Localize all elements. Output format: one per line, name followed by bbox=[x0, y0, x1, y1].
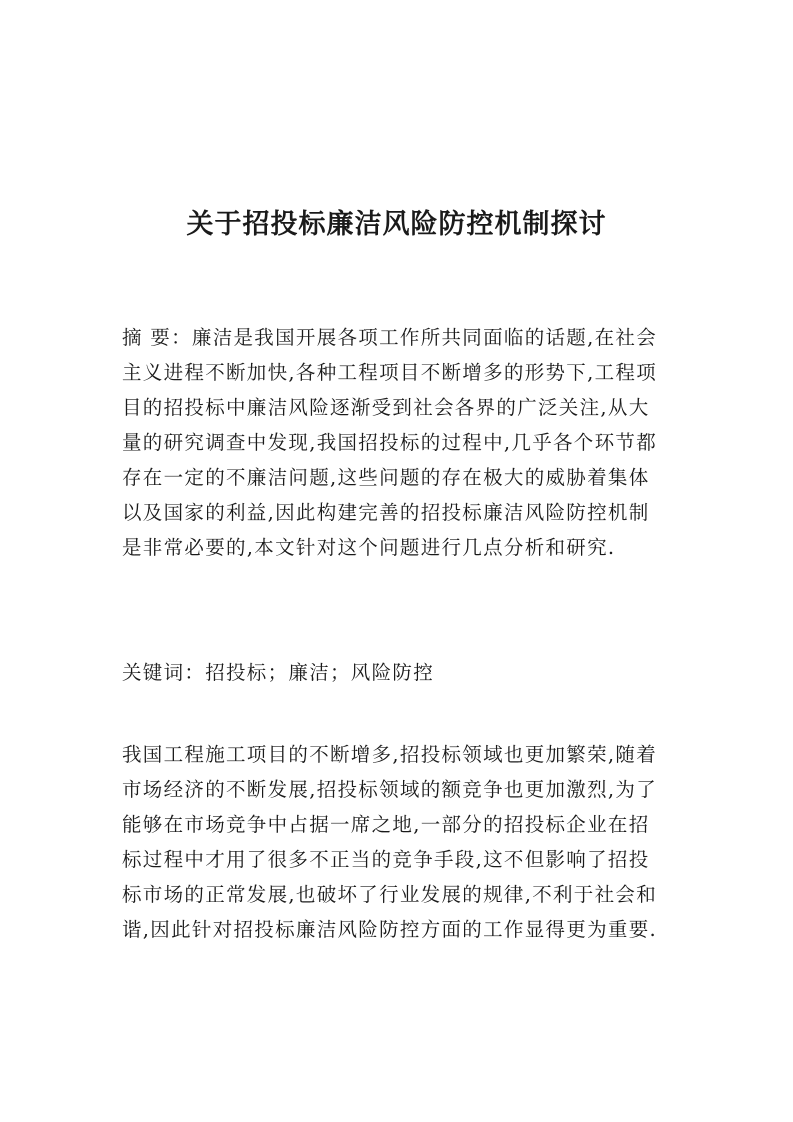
paragraph-line: 市场经济的不断发展,招投标领域的额竞争也更加激烈,为了 bbox=[122, 778, 657, 801]
paragraph-line: 我国工程施工项目的不断增多,招投标领域也更加繁荣,随着 bbox=[122, 743, 657, 766]
abstract-line: 存在一定的不廉洁问题,这些问题的存在极大的威胁着集体 bbox=[122, 466, 650, 489]
body-paragraph bbox=[122, 737, 678, 947]
abstract-line: 是非常必要的,本文针对这个问题进行几点分析和研究. bbox=[122, 536, 616, 559]
abstract-line: 量的研究调查中发现,我国招投标的过程中,几乎各个环节都 bbox=[122, 431, 657, 454]
keywords-line: 关键词：招投标；廉洁；风险防控 bbox=[122, 661, 435, 684]
document-title: 关于招投标廉洁风险防控机制探讨 bbox=[186, 209, 607, 240]
paragraph-line: 能够在市场竞争中占据一席之地,一部分的招投标企业在招 bbox=[122, 813, 650, 836]
paragraph-line: 标过程中才用了很多不正当的竞争手段,这不但影响了招投 bbox=[122, 848, 650, 871]
paragraph-line: 标市场的正常发展,也破坏了行业发展的规律,不利于社会和 bbox=[122, 883, 657, 906]
abstract-line: 以及国家的利益,因此构建完善的招投标廉洁风险防控机制 bbox=[122, 501, 650, 524]
paragraph-line: 谐,因此针对招投标廉洁风险防控方面的工作显得更为重要. bbox=[122, 918, 657, 941]
abstract-section bbox=[122, 320, 678, 565]
abstract-line: 摘 要：廉洁是我国开展各项工作所共同面临的话题,在社会 bbox=[122, 326, 657, 349]
keywords-section bbox=[122, 655, 678, 690]
abstract-line: 目的招投标中廉洁风险逐渐受到社会各界的广泛关注,从大 bbox=[122, 396, 650, 419]
abstract-line: 主义进程不断加快,各种工程项目不断增多的形势下,工程项 bbox=[122, 361, 657, 384]
